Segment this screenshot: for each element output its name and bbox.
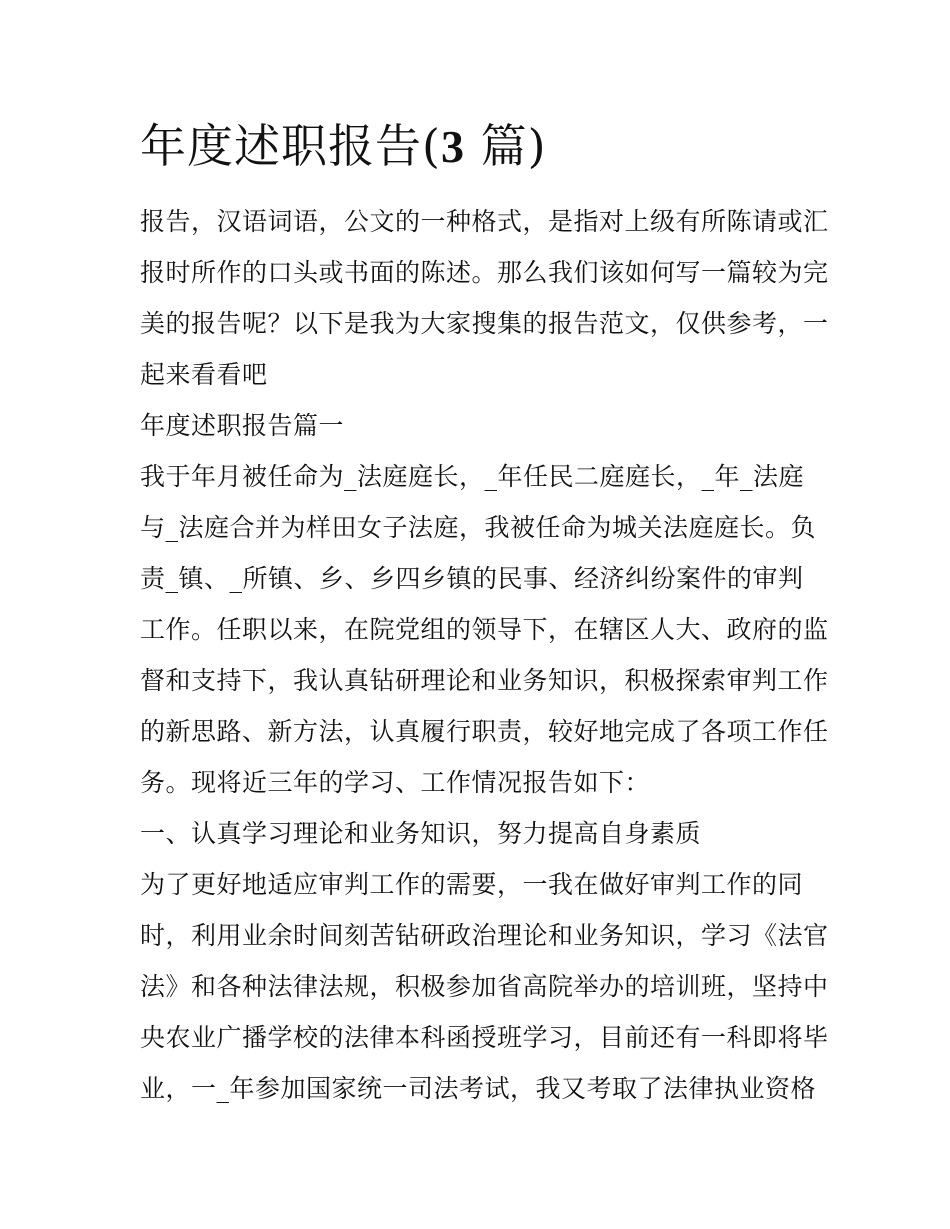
text-line: 法》和各种法律法规，积极参加省高院举办的培训班，坚持中: [140, 972, 829, 1001]
text-line: 的新思路、新方法，认真履行职责，较好地完成了各项工作任: [140, 717, 829, 746]
text-line: 报时所作的口头或书面的陈述。那么我们该如何写一篇较为完: [140, 258, 829, 287]
document-title: [140, 114, 820, 179]
title-text: 年度述职报告(: [140, 119, 441, 173]
document-body: [140, 196, 829, 1114]
title-count: 3: [440, 121, 465, 172]
text-line: 为了更好地适应审判工作的需要，一我在做好审判工作的同: [140, 870, 804, 899]
text-line: 责_镇、_所镇、乡、乡四乡镇的民事、经济纠纷案件的审判: [140, 564, 804, 593]
section-heading: 年度述职报告篇一: [140, 411, 345, 440]
text-line: 工作。任职以来，在院党组的领导下，在辖区人大、政府的监: [140, 615, 829, 644]
subsection-heading: 一、认真学习理论和业务知识，努力提高自身素质: [140, 819, 702, 848]
text-line: 时，利用业余时间刻苦钻研政治理论和业务知识，学习《法官: [140, 921, 829, 950]
text-line: 与_法庭合并为样田女子法庭，我被任命为城关法庭庭长。负: [140, 513, 817, 542]
text-line: 美的报告呢？以下是我为大家搜集的报告范文，仅供参考，一: [140, 309, 829, 338]
text-line: 我于年月被任命为_法庭庭长，_年任民二庭庭长，_年_法庭: [140, 462, 805, 491]
text-line: 督和支持下，我认真钻研理论和业务知识，积极探索审判工作: [140, 666, 829, 695]
text-line: 业，一_年参加国家统一司法考试，我又考取了法律执业资格: [140, 1074, 817, 1103]
text-line: 报告，汉语词语，公文的一种格式，是指对上级有所陈请或汇: [140, 207, 829, 236]
text-line: 务。现将近三年的学习、工作情况报告如下：: [140, 768, 651, 797]
title-suffix: 篇): [464, 119, 547, 173]
text-line: 起来看看吧: [140, 360, 268, 389]
text-line: 央农业广播学校的法律本科函授班学习，目前还有一科即将毕: [140, 1023, 829, 1052]
